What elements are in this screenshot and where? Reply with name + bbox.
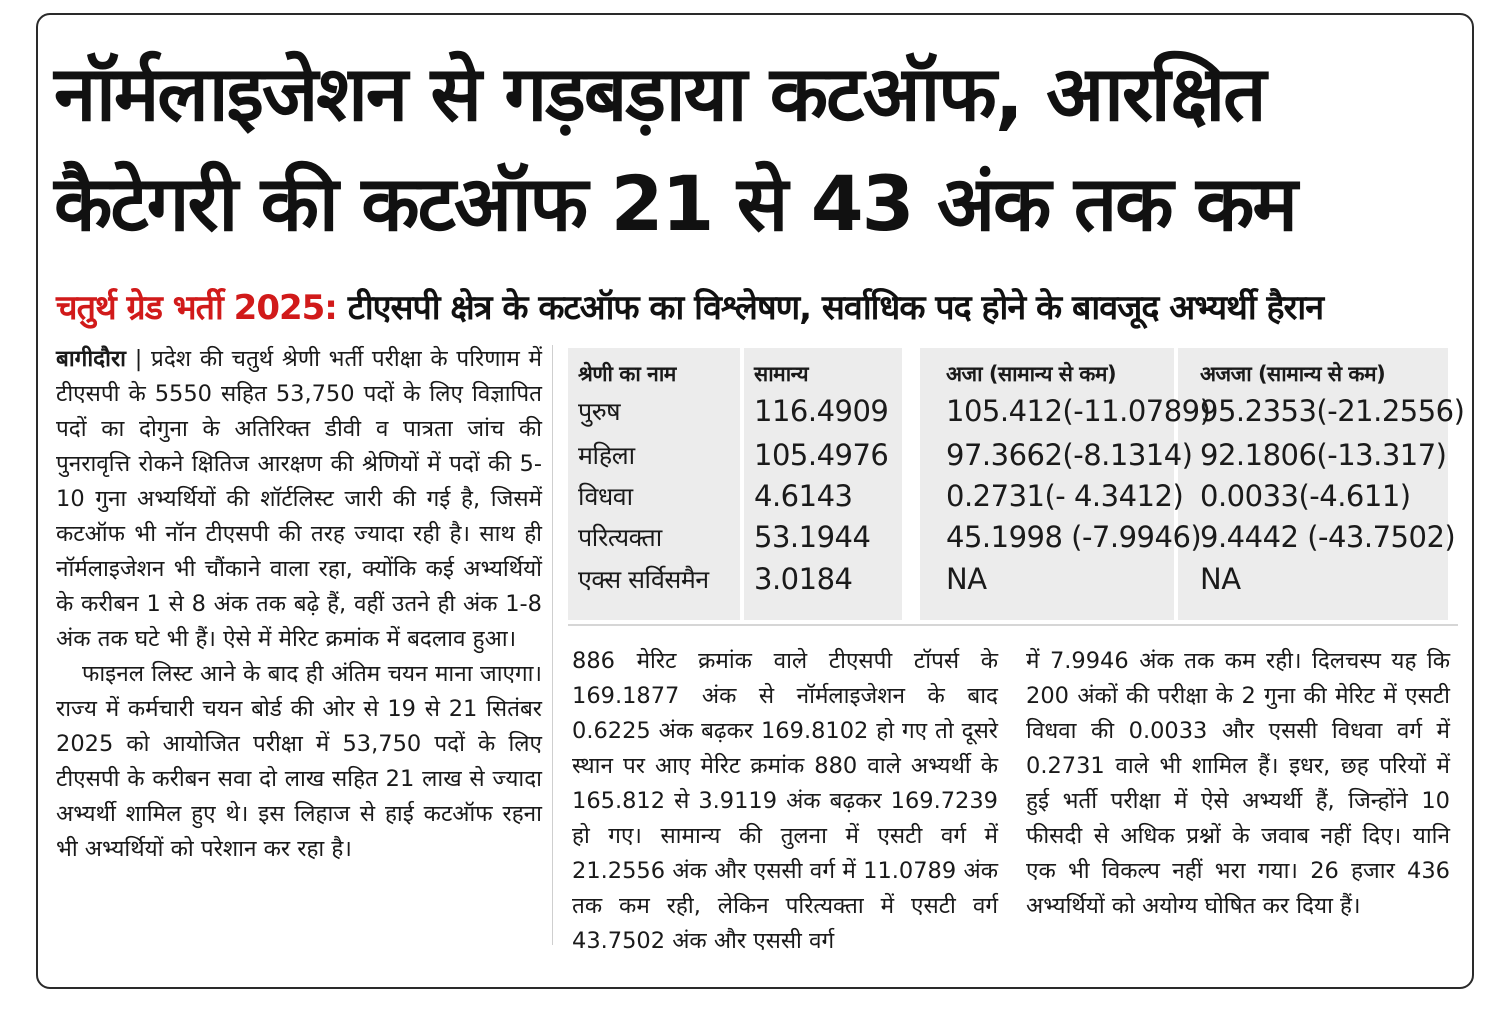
table-header-sc: अजा (सामान्य से कम) [946, 362, 1117, 386]
headline-line-2: कैटेगरी की कटऑफ 21 से 43 अंक तक कम [54, 159, 1296, 248]
table-cell: 97.3662(-8.1314) [946, 438, 1193, 472]
table-row-label: महिला [578, 441, 635, 470]
table-cell: 116.4909 [754, 394, 889, 428]
table-cell: 45.1998 (-7.9946) [946, 520, 1202, 554]
table-cell: 0.2731(- 4.3412) [946, 479, 1184, 513]
table-cell: NA [1200, 562, 1241, 596]
article-paragraph: फाइनल लिस्ट आने के बाद ही अंतिम चयन माना जाएगा। राज्य में कर्मचारी चयन बोर्ड की ओर से 19 से 21 सितंबर 2025 को आयोजित परीक्षा में 53,750 पदों के लिए टीएसपी के करीबन सवा दो लाख सहित 21 लाख से ज्यादा अभ्यर्थी शामिल हुए थे। इस लिहाज से हाई कटऑफ रहना भी अभ्यर्थियों को परेशान कर रहा है। [56, 661, 542, 862]
article-column-right [1026, 644, 1450, 924]
table-bottom-rule [568, 624, 1458, 626]
article-column-left [56, 342, 542, 867]
table-cell: 95.2353(-21.2556) [1200, 394, 1465, 428]
table-header-category: श्रेणी का नाम [578, 362, 676, 386]
table-cell: NA [946, 562, 987, 596]
table-cell: 105.4976 [754, 438, 889, 472]
table-cell: 0.0033(-4.611) [1200, 479, 1411, 513]
table-row-label: परित्यक्ता [578, 523, 662, 552]
table-cell: 92.1806(-13.317) [1200, 438, 1447, 472]
article-paragraph-text: | प्रदेश की चतुर्थ श्रेणी भर्ती परीक्षा के परिणाम में टीएसपी के 5550 सहित 53,750 पदों के लिए विज्ञापित पदों का दोगुना के अतिरिक्त डीवी व पात्रता जांच की पुनरावृत्ति रोकने क्षितिज आरक्षण की श्रेणियों में पदों की 5-10 गुना अभ्यर्थियों की शॉर्टलिस्ट जारी की गई है, जिसमें कटऑफ भी नॉन टीएसपी की तरह ज्यादा रही है। साथ ही नॉर्मलाइजेशन भी चौंकाने वाला रहा, क्योंकि कई अभ्यर्थियों के करीबन 1 से 8 अंक तक बढ़े हैं, वहीं उतने ही अंक 1-8 अंक तक घटे भी हैं। ऐसे में मेरिट क्रमांक में बदलाव हुआ। [56, 346, 542, 652]
table-row-label: एक्स सर्विसमैन [578, 565, 709, 594]
dateline: बागीदौरा [56, 346, 126, 372]
article-paragraph: 886 मेरिट क्रमांक वाले टीएसपी टॉपर्स के 169.1877 अंक से नॉर्मलाइजेशन के बाद 0.6225 अंक बढ़कर 169.8102 हो गए तो दूसरे स्थान पर आए मेरिट क्रमांक 880 वाले अभ्यर्थी के 165.812 से 3.9119 अंक बढ़कर 169.7239 हो गए। सामान्य की तुलना में एसटी वर्ग में 21.2556 अंक और एससी वर्ग में 11.0789 अंक तक कम रही, लेकिन परित्यक्ता में एसटी वर्ग 43.7502 अंक और एससी वर्ग [572, 648, 998, 954]
table-cell: 9.4442 (-43.7502) [1200, 520, 1456, 554]
table-row-label: पुरुष [578, 397, 621, 426]
table-cell: 3.0184 [754, 562, 853, 596]
article-paragraph: में 7.9946 अंक तक कम रही। दिलचस्प यह कि 200 अंकों की परीक्षा के 2 गुना की मेरिट में एसटी विधवा की 0.0033 और एससी विधवा वर्ग में 0.2731 वाले भी शामिल हैं। इधर, छह परियों में हुई भर्ती परीक्षा में ऐसे अभ्यर्थी हैं, जिन्होंने 10 फीसदी से अधिक प्रश्नों के जवाब नहीं दिए। यानि एक भी विकल्प नहीं भरा गया। 26 हजार 436 अभ्यर्थियों को अयोग्य घोषित कर दिया हैं। [1026, 648, 1450, 919]
table-cell: 105.412(-11.0789) [946, 394, 1211, 428]
table-header-st: अजजा (सामान्य से कम) [1200, 362, 1386, 386]
subheadline-kicker: चतुर्थ ग्रेड भर्ती 2025: [56, 288, 337, 328]
cutoff-table [568, 348, 1465, 624]
table-header-general: सामान्य [754, 362, 809, 386]
table-cell: 4.6143 [754, 479, 853, 513]
subheadline-text: टीएसपी क्षेत्र के कटऑफ का विश्लेषण, सर्वाधिक पद होने के बावजूद अभ्यर्थी हैरान [336, 288, 1324, 328]
table-row-label: विधवा [578, 482, 633, 511]
article-column-middle [572, 644, 998, 959]
subheadline [56, 282, 1456, 334]
headline-line-1: नॉर्मलाइजेशन से गड़बड़ाया कटऑफ, आरक्षित [54, 49, 1265, 138]
table-cell: 53.1944 [754, 520, 871, 554]
article-paragraph [56, 342, 542, 657]
column-divider [552, 345, 553, 945]
